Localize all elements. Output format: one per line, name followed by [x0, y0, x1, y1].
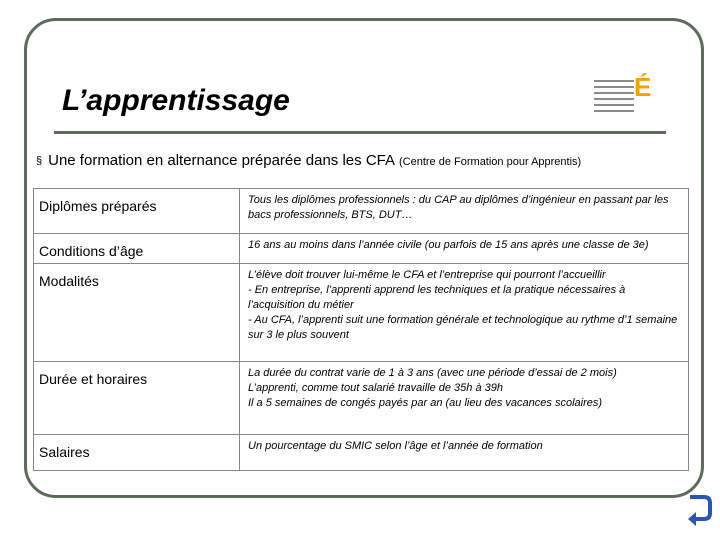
row-value: [240, 189, 689, 234]
table-row: [34, 189, 689, 234]
row-text: - Au CFA, l’apprenti suit une formation générale et technologique au rythme d’1 semaine sur 3 le plus souvent: [248, 314, 678, 341]
row-label: Diplômes préparés: [34, 189, 240, 234]
row-label: Durée et horaires: [34, 362, 240, 435]
academy-logo-icon: É: [594, 72, 668, 120]
row-text: Un pourcentage du SMIC selon l’âge et l’année de formation: [248, 440, 543, 452]
section-subtitle: [36, 152, 581, 169]
row-value: [240, 264, 689, 362]
row-text: L’élève doit trouver lui-même le CFA et l’entreprise qui pourront l’accueillir: [248, 269, 606, 281]
row-label: Modalités: [34, 264, 240, 362]
table-row: [34, 435, 689, 471]
row-label: Conditions d’âge: [34, 234, 240, 264]
row-text: Tous les diplômes professionnels : du CAP au diplômes d’ingénieur en passant par les bacs professionnels, BTS, DUT…: [248, 194, 669, 221]
title-divider: [54, 131, 666, 134]
row-value: [240, 362, 689, 435]
row-text: La durée du contrat varie de 1 à 3 ans (avec une période d’essai de 2 mois): [248, 367, 617, 379]
apprenticeship-table: [33, 188, 689, 471]
subtitle-note: (Centre de Formation pour Apprentis): [399, 156, 582, 168]
table-row: [34, 362, 689, 435]
return-arrow-icon[interactable]: [684, 493, 714, 527]
table-row: [34, 264, 689, 362]
row-text: Il a 5 semaines de congés payés par an (au lieu des vacances scolaires): [248, 397, 603, 409]
row-text: 16 ans au moins dans l’année civile (ou parfois de 15 ans après une classe de 3e): [248, 239, 649, 251]
bullet-icon: §: [36, 155, 43, 167]
row-value: [240, 435, 689, 471]
row-text: - En entreprise, l’apprenti apprend les techniques et la pratique nécessaires à l’acquisition du métier: [248, 284, 626, 311]
page-title: L’apprentissage: [62, 84, 290, 117]
table-row: [34, 234, 689, 264]
row-label: Salaires: [34, 435, 240, 471]
row-text: L’apprenti, comme tout salarié travaille de 35h à 39h: [248, 382, 503, 394]
subtitle-text: Une formation en alternance préparée dans les CFA: [48, 152, 395, 169]
row-value: [240, 234, 689, 264]
